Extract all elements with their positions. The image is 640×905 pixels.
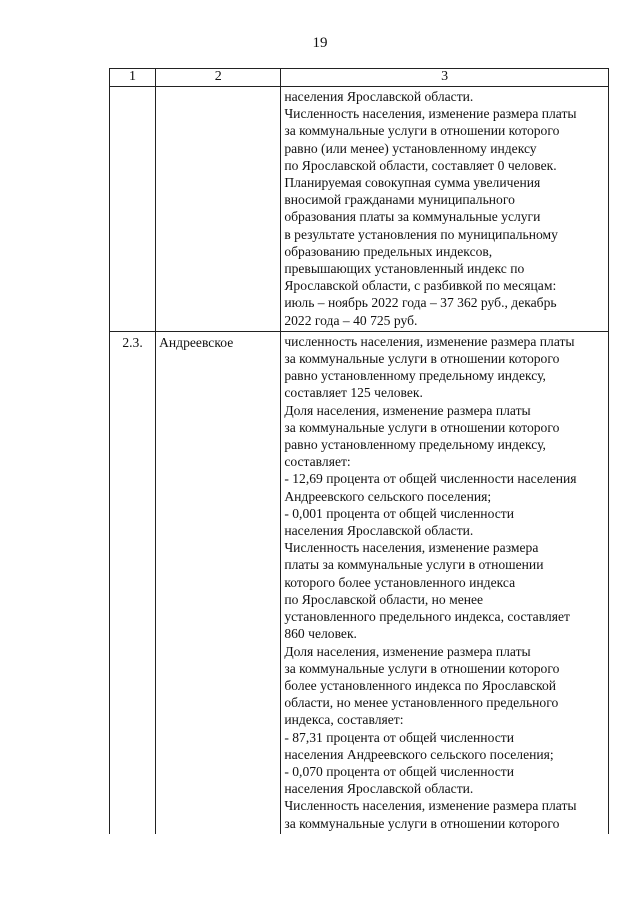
- table-header-row: [110, 69, 609, 87]
- column-header: 1: [110, 69, 156, 87]
- table-row: [110, 87, 609, 332]
- settlement-name-cell: [156, 87, 281, 332]
- text-line: - 87,31 процента от общей численности: [284, 729, 514, 745]
- text-line: - 0,070 процента от общей численности: [284, 763, 514, 779]
- text-line: вносимой гражданами муниципального: [284, 192, 515, 208]
- text-line: населения Ярославской области.: [284, 523, 474, 539]
- text-line: составляет:: [284, 454, 351, 470]
- text-line: населения Ярославской области.: [284, 89, 474, 104]
- text-line: образованию предельных индексов,: [284, 243, 493, 259]
- text-line: населения Ярославской области.: [284, 781, 474, 797]
- settlement-name-cell: Андреевское: [156, 331, 281, 833]
- text-line: превышающих установленный индекс по: [284, 261, 525, 277]
- text-line: области, но менее установленного предельного: [284, 695, 559, 711]
- text-line: по Ярославской области, но менее: [284, 591, 484, 607]
- text-line: Численность населения, изменение размера платы: [284, 106, 577, 122]
- text-line: численность населения, изменение размера платы: [284, 333, 575, 349]
- text-line: по Ярославской области, составляет 0 человек.: [284, 157, 557, 173]
- text-line: населения Андреевского сельского поселения;: [284, 746, 554, 762]
- data-table: [109, 68, 609, 834]
- text-line: июль – ноябрь 2022 года – 37 362 руб., декабрь: [284, 295, 557, 311]
- text-line: Доля населения, изменение размера платы: [284, 643, 531, 659]
- row-number-cell: [110, 87, 156, 332]
- text-line: за коммунальные услуги в отношении которого: [284, 419, 560, 435]
- text-line: Доля населения, изменение размера платы: [284, 402, 531, 418]
- text-line: платы за коммунальные услуги в отношении: [284, 557, 544, 573]
- text-line: за коммунальные услуги в отношении которого: [284, 123, 560, 139]
- text-line: индекса, составляет:: [284, 712, 404, 728]
- column-header: 2: [156, 69, 281, 87]
- text-line: установленного предельного индекса, составляет: [284, 609, 570, 625]
- table-row: [110, 331, 609, 833]
- text-line: Ярославской области, с разбивкой по месяцам:: [284, 278, 557, 294]
- description-cell: [281, 87, 609, 332]
- text-line: Численность населения, изменение размера платы: [284, 798, 577, 814]
- description-cell: [281, 331, 609, 833]
- text-line: за коммунальные услуги в отношении которого: [284, 351, 560, 367]
- text-line: за коммунальные услуги в отношении которого: [284, 660, 560, 676]
- text-line: Численность населения, изменение размера: [284, 540, 539, 556]
- text-line: 860 человек.: [284, 626, 357, 642]
- text-line: равно (или менее) установленному индексу: [284, 140, 537, 156]
- text-line: равно установленному предельному индексу,: [284, 368, 546, 384]
- text-line: равно установленному предельному индексу,: [284, 437, 546, 453]
- page-number: 19: [312, 35, 328, 51]
- text-line: в результате установления по муниципальному: [284, 226, 558, 242]
- text-line: составляет 125 человек.: [284, 385, 423, 401]
- text-line: Андреевского сельского поселения;: [284, 488, 492, 504]
- text-line: 2022 года – 40 725 руб.: [284, 312, 418, 328]
- text-line: образования платы за коммунальные услуги: [284, 209, 541, 225]
- text-line: Планируемая совокупная сумма увеличения: [284, 175, 541, 191]
- text-line: более установленного индекса по Ярославской: [284, 677, 557, 693]
- text-line: - 12,69 процента от общей численности населения: [284, 471, 577, 487]
- text-line: - 0,001 процента от общей численности: [284, 505, 514, 521]
- text-line: которого более установленного индекса: [284, 574, 516, 590]
- text-line: за коммунальные услуги в отношении которого: [284, 815, 560, 831]
- row-number-cell: 2.3.: [110, 331, 156, 833]
- column-header: 3: [281, 69, 609, 87]
